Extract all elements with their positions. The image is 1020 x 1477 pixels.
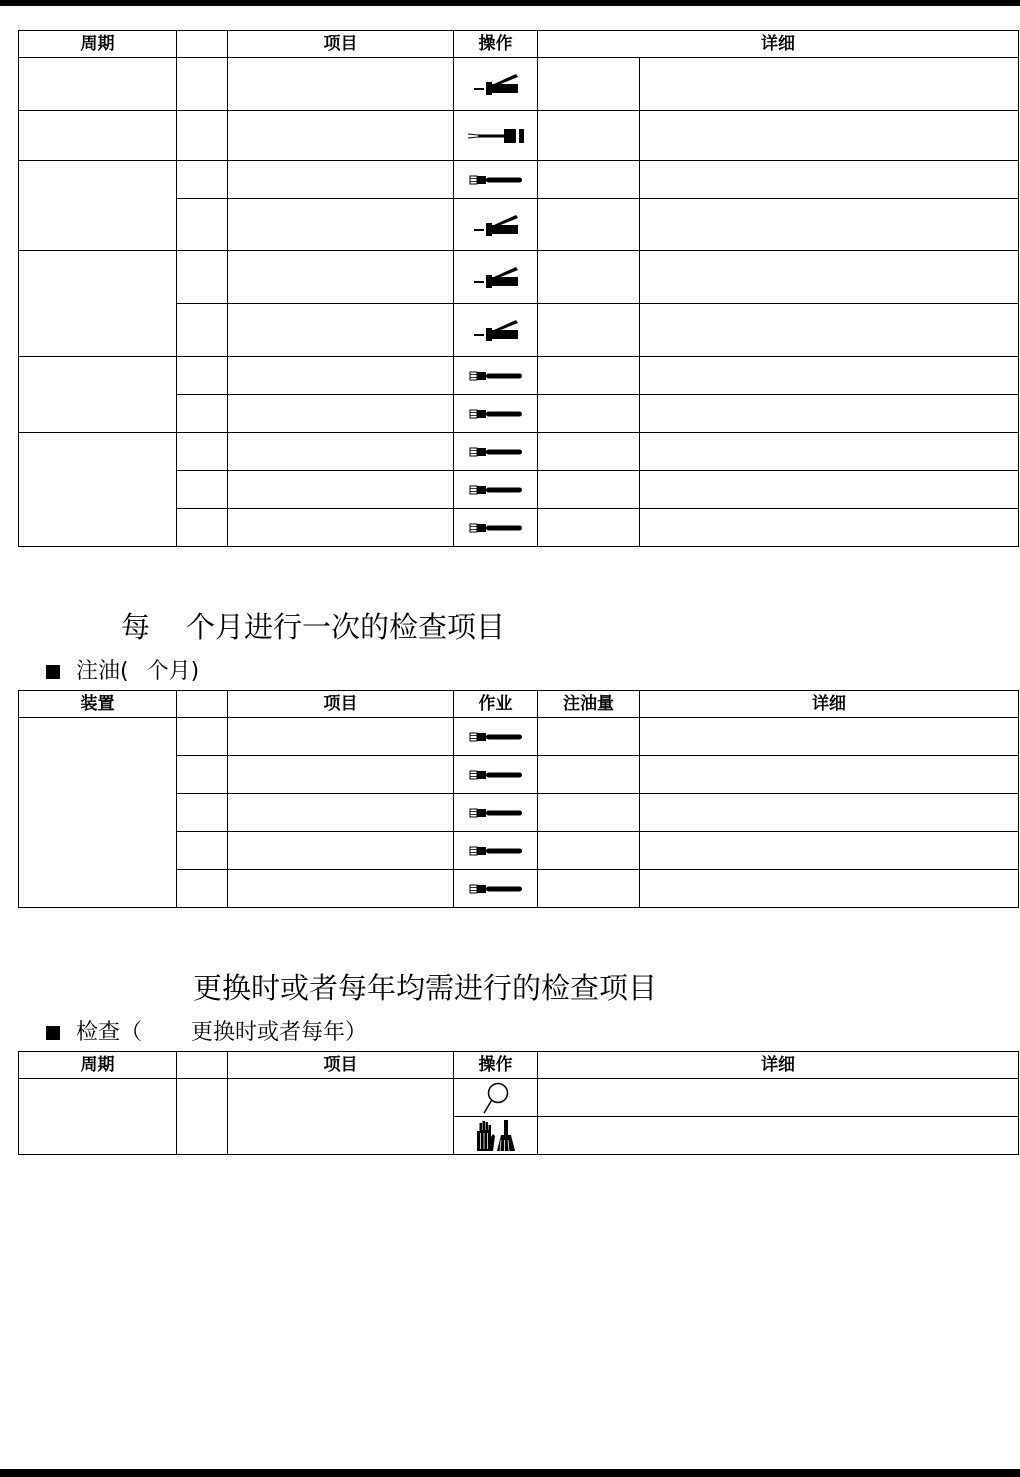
table-row [19,251,1019,304]
table-row [19,58,1019,111]
period-cell [19,251,177,357]
table-row [19,357,1019,395]
device-cell [19,718,177,908]
header-operation: 操作 [454,1052,538,1079]
section-3-title: 更换时或者每年均需进行的检查项目 [193,971,658,1005]
header-item: 项目 [228,691,454,718]
inspection-table-1 [18,30,1019,547]
section-3-subtitle-prefix: 检查（ [76,1020,143,1045]
header-detail: 详细 [640,691,1019,718]
header-period: 周期 [19,31,177,58]
grease-gun-icon [472,264,520,290]
table-row [19,111,1019,161]
header-device: 装置 [19,691,177,718]
oil-brush-icon [468,806,524,820]
header-detail: 详细 [538,31,1019,58]
header-no [177,691,228,718]
oil-brush-icon [468,768,524,782]
period-cell [19,433,177,547]
section-2-subtitle-suffix: 个月) [146,659,200,684]
header-operation: 操作 [454,31,538,58]
section-2-subtitle-prefix: 注油( [76,659,129,684]
section-2-subtitle [46,661,199,683]
oil-brush-icon [468,173,524,187]
section-3-subtitle [46,1022,367,1044]
bullet-square-icon [46,1026,60,1040]
lubrication-table [18,690,1019,908]
grease-gun-icon [472,71,520,97]
header-quantity: 注油量 [538,691,640,718]
oil-can-icon [466,128,526,144]
oil-brush-icon [468,521,524,535]
period-cell [19,1079,177,1155]
glove-brush-icon [474,1119,518,1153]
magnifier-icon [481,1081,511,1115]
grease-gun-icon [472,212,520,238]
oil-brush-icon [468,483,524,497]
period-cell [19,161,177,251]
section-2-title [121,610,506,644]
period-cell [19,357,177,433]
header-period: 周期 [19,1052,177,1079]
table-row [19,718,1019,756]
table-row [19,433,1019,471]
section-2-title-prefix: 每 [121,610,151,644]
period-cell [19,58,177,111]
bottom-rule [0,1469,1020,1477]
table-row [19,1079,1019,1117]
header-item: 项目 [228,31,454,58]
header-no [177,1052,228,1079]
header-item: 项目 [228,1052,454,1079]
inspection-table-3 [18,1051,1019,1155]
bullet-square-icon [46,665,60,679]
oil-brush-icon [468,730,524,744]
oil-brush-icon [468,445,524,459]
header-work: 作业 [454,691,538,718]
oil-brush-icon [468,369,524,383]
oil-brush-icon [468,407,524,421]
section-3-subtitle-suffix: 更换时或者每年） [191,1020,368,1045]
oil-brush-icon [468,844,524,858]
grease-gun-icon [472,317,520,343]
header-detail: 详细 [538,1052,1019,1079]
table-row [19,161,1019,199]
top-rule [0,0,1020,6]
period-cell [19,111,177,161]
section-2-title-text: 个月进行一次的检查项目 [186,610,506,644]
oil-brush-icon [468,882,524,896]
header-no [177,31,228,58]
